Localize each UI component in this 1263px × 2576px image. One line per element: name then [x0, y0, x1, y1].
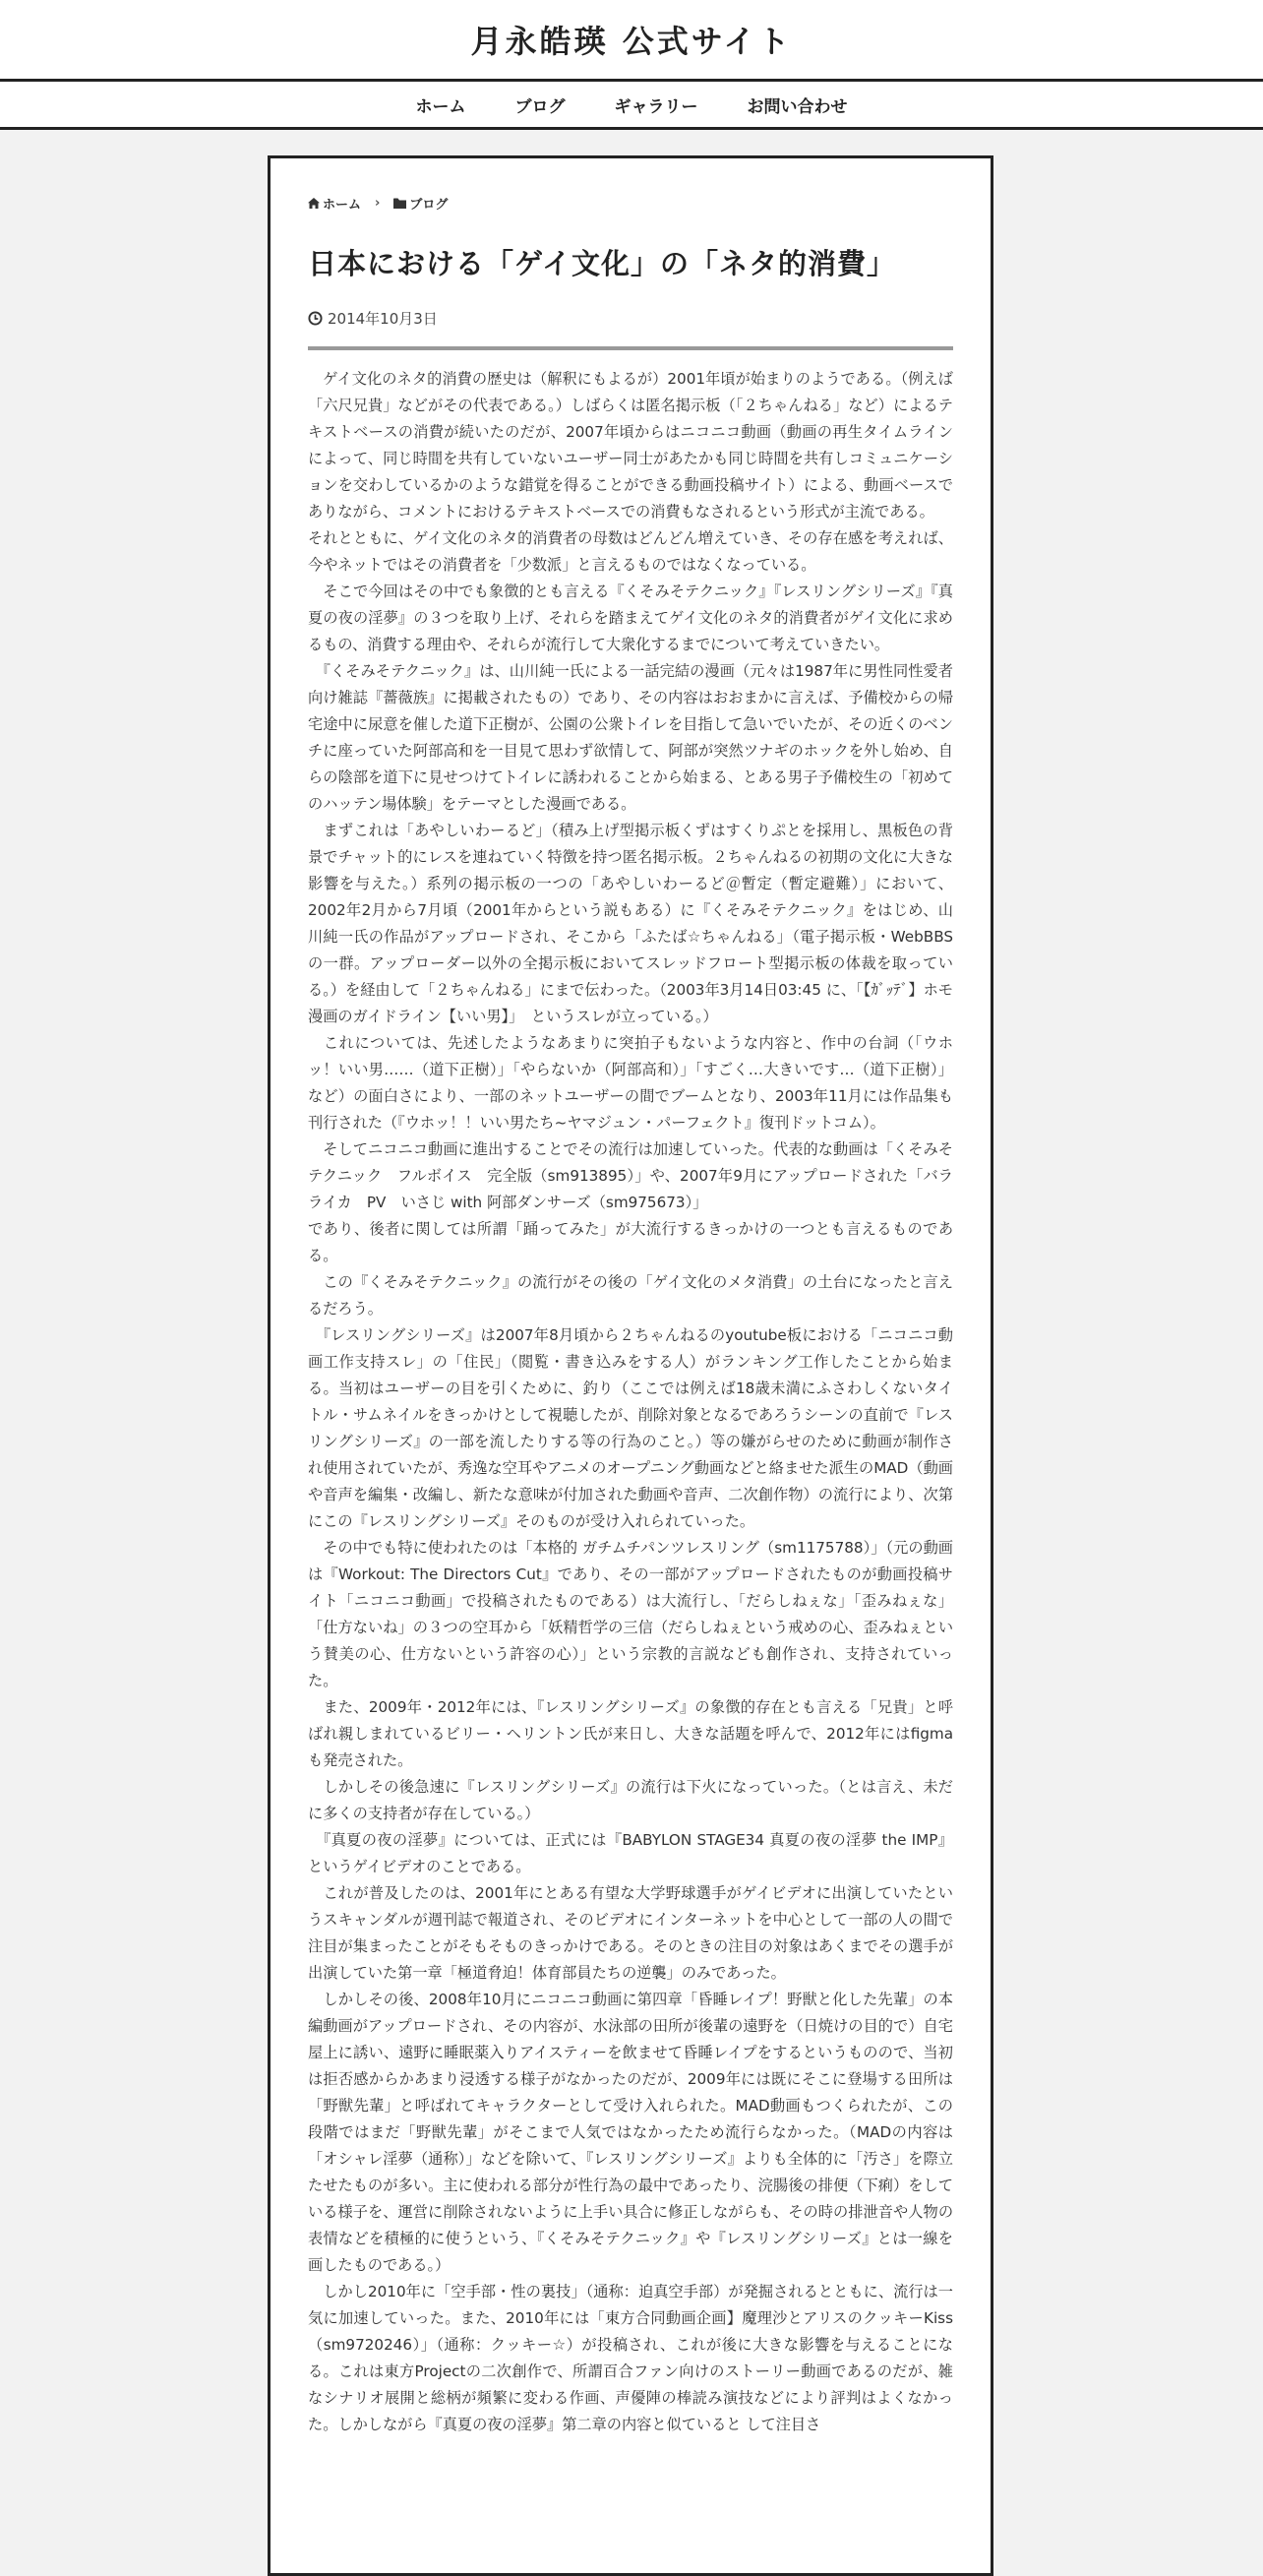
main-nav	[0, 79, 1263, 130]
article-paragraph: であり、後者に関しては所謂「踊ってみた」が大流行するきっかけの一つとも言えるものである。	[308, 1220, 953, 1264]
folder-icon	[393, 198, 406, 209]
article-paragraph: これが普及したのは、2001年にとある有望な大学野球選手がゲイビデオに出演していたというスキャンダルが週刊誌で報道され、そのビデオにインターネットを中心として一部の人の間で注目が集まったことがそもそものきっかけである。そのときの注目の対象はあくまでその選手が出演していた第一章「極道脅迫！体育部員たちの逆襲」のみであった。	[308, 1884, 953, 1982]
article-title: 日本における「ゲイ文化」の「ネタ的消費」	[308, 247, 896, 280]
breadcrumb-separator-icon: ›	[375, 196, 381, 211]
home-icon	[308, 198, 320, 209]
site-header	[0, 0, 1263, 79]
article-paragraph: しかし2010年に「空手部・性の裏技」（通称：迫真空手部）が発掘されるとともに、流行は一気に加速していった。また、2010年には「東方合同動画企画】魔理沙とアリスのクッキーKiss（sm9720246）」（通称：クッキー☆）が投稿され、これが後に大きな影響を与えることになる。これは東方Projectの二次創作で、所謂百合ファン向けのストーリー動画であるのだが、雑なシナリオ展開と総柄が頻繁に変わる作画、声優陣の棒読み演技などにより評判はよくなかった。しかしながら『真夏の夜の淫夢』第二章の内容と似ていると して注目さ	[308, 2283, 953, 2433]
breadcrumb-blog[interactable]	[393, 194, 448, 213]
article-paragraph: それとともに、ゲイ文化のネタ的消費者の母数はどんどん増えていき、その存在感を考えれば、今やネットではその消費者を「少数派」と言えるものではなくなっている。	[308, 529, 953, 574]
article-paragraph: 『真夏の夜の淫夢』については、正式には『BABYLON STAGE34 真夏の夜の淫夢 the IMP』というゲイビデオのことである。	[308, 1831, 953, 1875]
breadcrumb-home-label: ホーム	[323, 198, 362, 213]
article-paragraph: まずこれは「あやしいわーるど」（積み上げ型掲示板くずはすくりぷとを採用し、黒板色の背景でチャット的にレスを連ねていく特徴を持つ匿名掲示板。２ちゃんねるの初期の文化に大きな影響を与えた。）系列の掲示板の一つの「あやしいわーるど＠暫定（暫定避難）」において、2002年2月から7月頃（2001年からという説もある）に『くそみそテクニック』をはじめ、山川純一氏の作品がアップロードされ、そこから「ふたば☆ちゃんねる」（電子掲示板・WebBBSの一群。アップローダー以外の全掲示板においてスレッドフロート型掲示板の体裁を取っている。）を経由して「２ちゃんねる」にまで伝わった。（2003年3月14日03:45 に、「【ｶﾞｯﾃﾞ】ホモ漫画のガイドライン【いい男】」 というスレが立っている。）	[308, 822, 953, 1025]
article-paragraph: 『レスリングシリーズ』は2007年8月頃から２ちゃんねるのyoutube板における「ニコニコ動画工作支持スレ」の「住民」（閲覧・書き込みをする人）がランキング工作したことから始まる。当初はユーザーの目を引くために、釣り（ここでは例えば18歳未満にふさわしくないタイトル・サムネイルをきっかけとして視聴したが、削除対象となるであろうシーンの直前で『レスリングシリーズ』の一部を流したりする等の行為のこと。）等の嫌がらせのために動画が制作され使用されていたが、秀逸な空耳やアニメのオープニング動画などと絡ませた派生のMAD（動画や音声を編集・改編し、新たな意味が付加された動画や音声、二次創作物）の流行により、次第にこの『レスリングシリーズ』そのものが受け入れられていった。	[308, 1326, 954, 1530]
article-paragraph: ゲイ文化のネタ的消費の歴史は（解釈にもよるが）2001年頃が始まりのようである。（例えば「六尺兄貴」などがその代表である。）しばらくは匿名掲示板（「２ちゃんねる」など）によるテキストベースの消費が続いたのだが、2007年頃からはニコニコ動画（動画の再生タイムラインによって、同じ時間を共有していないユーザー同士があたかも同じ時間を共有しコミュニケーションを交わしているかのような錯覚を得ることができる動画投稿サイト）による、動画ベースでありながら、コメントにおけるテキストベースでの消費もなされるという形式が主流である。	[308, 370, 953, 521]
site-title[interactable]: 月永皓瑛 公式サイト	[470, 23, 793, 60]
article-paragraph: また、2009年・2012年には、『レスリングシリーズ』の象徴的存在とも言える「兄貴」と呼ばれ親しまれているビリー・ヘリントン氏が来日し、大きな話題を呼んで、2012年にはfigmaも発売された。	[308, 1698, 953, 1769]
nav-item-home[interactable]: ホーム	[415, 96, 466, 117]
article-paragraph: これについては、先述したようなあまりに突拍子もないような内容と、作中の台詞（「ウホッ！いい男……（道下正樹）」「やらないか（阿部高和）」「すごく…大きいです…（道下正樹）」など）の面白さにより、一部のネットユーザーの間でブームとなり、2003年11月には作品集も刊行された（『ウホッ！！いい男たち~ヤマジュン・パーフェクト』復刊ドットコム）。	[308, 1034, 953, 1132]
clock-icon	[308, 311, 323, 326]
breadcrumb-home[interactable]	[308, 194, 361, 213]
post-date-text: 2014年10月3日	[328, 310, 438, 328]
nav-item-blog[interactable]: ブログ	[514, 96, 566, 117]
article-paragraph: そこで今回はその中でも象徴的とも言える『くそみそテクニック』『レスリングシリーズ』『真夏の夜の淫夢』の３つを取り上げ、それらを踏まえてゲイ文化のネタ的消費者がゲイ文化に求めるもの、消費する理由や、それらが流行して大衆化するまでについて考えていきたい。	[308, 583, 953, 653]
article-paragraph: しかしその後急速に『レスリングシリーズ』の流行は下火になっていった。（とは言え、未だに多くの支持者が存在している。）	[308, 1778, 953, 1822]
article-paragraph: しかしその後、2008年10月にニコニコ動画に第四章「昏睡レイプ！野獣と化した先輩」の本編動画がアップロードされ、その内容が、水泳部の田所が後輩の遠野を（日焼けの目的で）自宅屋上に誘い、遠野に睡眠薬入りアイスティーを飲ませて昏睡レイプをするというものので、当初は拒否感からかあまり浸透する様子がなかったのだが、2009年には既にそこに登場する田所は「野獣先輩」と呼ばれてキャラクターとして受け入れられた。MAD動画もつくられたが、この段階ではまだ「野獣先輩」がそこまで人気ではなかったため流行らなかった。（MADの内容は「オシャレ淫夢（通称）」などを除いて、『レスリングシリーズ』よりも全体的に「汚さ」を際立たせたものが多い。主に使われる部分が性行為の最中であったり、浣腸後の排便（下痢）をしている様子を、運営に削除されないように上手い具合に修正しながらも、その時の排泄音や人物の表情などを積極的に使うという、『くそみそテクニック』や『レスリングシリーズ』とは一線を画したものである。）	[308, 1991, 954, 2274]
article-paragraph: 『くそみそテクニック』は、山川純一氏による一話完結の漫画（元々は1987年に男性同性愛者向け雑誌『薔薇族』に掲載されたもの）であり、その内容はおおまかに言えば、予備校からの帰宅途中に尿意を催した道下正樹が、公園の公衆トイレを目指して急いでいたが、その近くのベンチに座っていた阿部高和を一目見て思わず欲情して、阿部が突然ツナギのホックを外し始め、自らの陰部を道下に見せつけてトイレに誘われることから始まる、とある男子予備校生の「初めてのハッテン場体験」をテーマとした漫画である。	[308, 662, 953, 813]
article-inner	[271, 158, 991, 2438]
breadcrumb	[308, 194, 953, 213]
article-body	[308, 366, 953, 2438]
breadcrumb-blog-label: ブログ	[409, 198, 449, 213]
article-card	[268, 155, 993, 2576]
article-paragraph: そしてニコニコ動画に進出することでその流行は加速していった。代表的な動画は「くそみそテクニック フルボイス 完全版（sm913895）」や、2007年9月にアップロードされた「バラライカ PV いさじ with 阿部ダンサーズ（sm975673）」	[308, 1140, 953, 1211]
post-date	[308, 308, 953, 350]
article-paragraph: この『くそみそテクニック』の流行がその後の「ゲイ文化のメタ消費」の土台になったと言えるだろう。	[308, 1273, 953, 1318]
nav-item-contact[interactable]: お問い合わせ	[747, 96, 848, 117]
article-paragraph: その中でも特に使われたのは「本格的 ガチムチパンツレスリング（sm1175788）」（元の動画は『Workout: The Directors Cut』であり、その一部がアップロードされたものが動画投稿サイト「ニコニコ動画」で投稿されたものである）は大流行し、「だらしねぇな」「歪みねぇな」「仕方ないね」の３つの空耳から「妖精哲学の三信（だらしねぇという戒めの心、歪みねぇという賛美の心、仕方ないという許容の心）」という宗教的言説なども創作され、支持されていった。	[308, 1539, 953, 1689]
nav-item-gallery[interactable]: ギャラリー	[614, 96, 698, 117]
